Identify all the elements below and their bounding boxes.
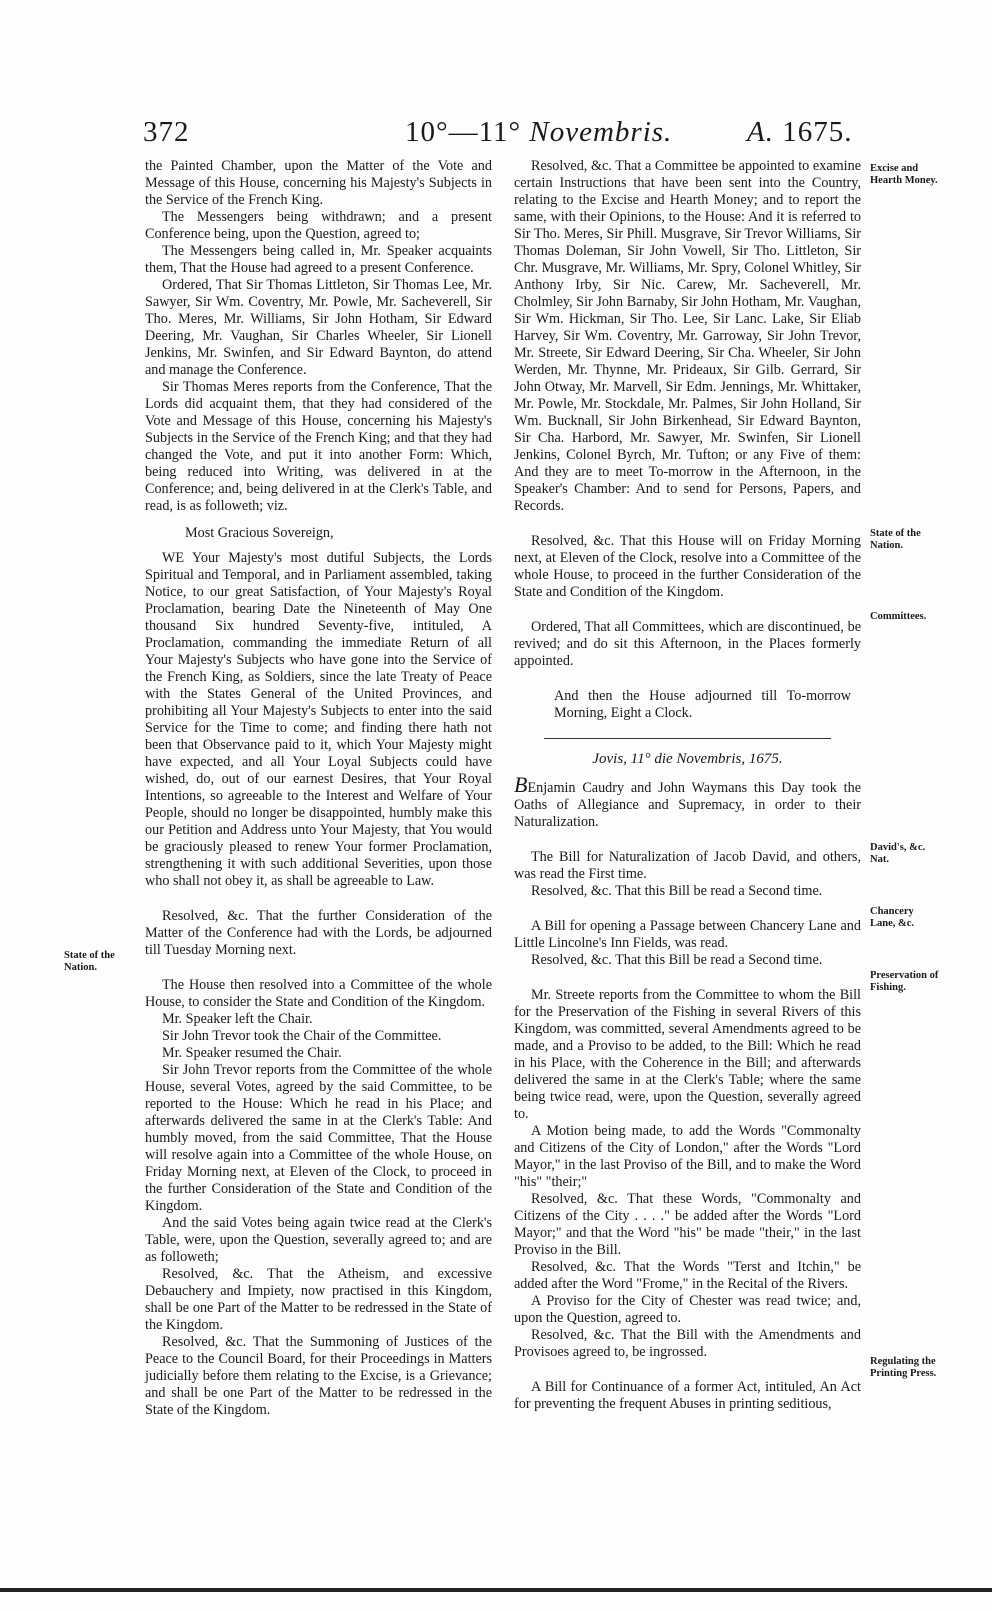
left-paragraph: Sir John Trevor took the Chair of the Committee. bbox=[162, 1028, 442, 1044]
date-month: Novembris. bbox=[529, 116, 673, 148]
address-text: WE Your Majesty's most dutiful Subjects, the Lords Spiritual and Temporal, and in Parliament assembled, taking Notice, to our great Satisfaction, of Your Majesty's Royal Proclamation, bearing Date the Nineteenth of May One thousand Six hundred Seventy-five, intituled, A Proclamation, commanding the immediate Return of all Your Majesty's Subjects who have gone into the Service of the French King, as Soldiers, since the late Treaty of Peace with the States General of the United Provinces, and prohibiting all Your Majesty's Subjects to enter into the said Service for the Time to come; and finding there hath not been that Observance paid to it, which Your Majesty might have expected, and all Your Loyal Subjects could have wished, do, out of our earnest Desires, that Your Royal Intentions, so agreeable to the Interest and Welfare of Your People, should no longer be disappointed, humbly make this our Petition and Address unto Your Majesty, that You would be graciously pleased to renew Your former Proclamation, strengthening it with such additional Severities, upon those who shall not obey it, as shall be agreeable to Law. bbox=[145, 550, 492, 889]
left-paragraph: The House then resolved into a Committee of the whole House, to consider the State and Condition of the Kingdom. bbox=[145, 977, 492, 1010]
margin-note-excise: Excise and Hearth Money. bbox=[870, 163, 938, 186]
page-header bbox=[0, 116, 992, 156]
right-paragraph: Resolved, &c. That this Bill be read a Second time. bbox=[531, 952, 823, 968]
section-divider bbox=[544, 738, 831, 739]
year-prefix: A. bbox=[747, 116, 774, 148]
left-paragraph: Sir Thomas Meres reports from the Conference, That the Lords did acquaint them, that they had considered of the Vote and Message of this House, concerning his Majesty's Subjects in the Service of the French King; and that they had changed the Vote, and put it into another Form: Which, being reduced into Writing, was delivered in at the Conference; and, being delivered in at the Clerk's Table, and read, is as followeth; viz. bbox=[145, 379, 492, 514]
right-paragraph: A Bill for opening a Passage between Chancery Lane and Little Lincolne's Inn Fields, was read. bbox=[514, 918, 861, 951]
page-year bbox=[747, 116, 852, 149]
margin-note-printing: Regulating the Printing Press. bbox=[870, 1356, 937, 1379]
left-paragraph: The Messengers being withdrawn; and a present Conference being, upon the Question, agreed to; bbox=[145, 209, 492, 242]
right-paragraph: Resolved, &c. That the Bill with the Amendments and Provisoes agreed to, be ingrossed. bbox=[514, 1327, 861, 1360]
drop-cap: B bbox=[514, 772, 528, 797]
left-paragraph: Mr. Speaker left the Chair. bbox=[162, 1011, 313, 1027]
right-paragraph: Resolved, &c. That this House will on Friday Morning next, at Eleven of the Clock, resolve into a Committee of the whole House, to proceed in the further Consideration of the State and Condition of the Kingdom. bbox=[514, 533, 861, 600]
left-paragraph: Resolved, &c. That the further Consideration of the Matter of the Conference had with the Lords, be adjourned till Tuesday Morning next. bbox=[145, 908, 492, 958]
right-paragraph: Resolved, &c. That these Words, "Commonalty and Citizens of the City . . . ." be added after the Words "Lord Mayor;" and that the Word "his" be made "their," in the last Proviso in the Bill. bbox=[514, 1191, 861, 1258]
page-date bbox=[405, 116, 672, 149]
page-bottom-edge bbox=[0, 1588, 992, 1592]
margin-note-chancery: Chancery Lane, &c. bbox=[870, 906, 915, 929]
right-paragraph: Mr. Streete reports from the Committee to whom the Bill for the Preservation of the Fishing in several Rivers of this Kingdom, was committed, several Amendments agreed to be made, and a Proviso to be added, to the Bill: Which he read in his Place, with the Coherence in the Bill; and afterwards delivered the same in at the Clerk's Table; where the same being twice read, were, upon the Question, severally agreed to. bbox=[514, 987, 861, 1122]
left-paragraph: Resolved, &c. That the Atheism, and excessive Debauchery and Impiety, now practised in this Kingdom, shall be one Part of the Matter to be redressed in the State of the Kingdom. bbox=[145, 1266, 492, 1333]
left-paragraph: the Painted Chamber, upon the Matter of the Vote and Message of this House, concerning his Majesty's Subjects in the Service of the French King. bbox=[145, 158, 492, 208]
right-paragraph: Ordered, That all Committees, which are discontinued, be revived; and do sit this Afternoon, in the Places formerly appointed. bbox=[514, 619, 861, 669]
right-paragraph: The Bill for Naturalization of Jacob David, and others, was read the First time. bbox=[514, 849, 861, 882]
left-column bbox=[145, 158, 492, 1419]
salutation: Most Gracious Sovereign, bbox=[185, 525, 334, 541]
date-numerals: 10°—11° bbox=[405, 116, 522, 148]
margin-note-state-nation: State of the Nation. bbox=[870, 528, 921, 551]
margin-note-committees: Committees. bbox=[870, 611, 927, 622]
day-heading: Jovis, 11° die Novembris, 1675. bbox=[592, 751, 783, 767]
paragraph-text: Enjamin Caudry and John Waymans this Day took the Oaths of Allegiance and Supremacy, in order to their Naturalization. bbox=[514, 780, 861, 830]
right-paragraph: A Bill for Continuance of a former Act, intituled, An Act for preventing the frequent Abuses in printing seditious, bbox=[514, 1379, 861, 1412]
left-paragraph: And the said Votes being again twice read at the Clerk's Table, were, upon the Question, severally agreed to; and are as followeth; bbox=[145, 1215, 492, 1265]
right-paragraph: A Proviso for the City of Chester was read twice; and, upon the Question, agreed to. bbox=[514, 1293, 861, 1326]
margin-note-state-nation: State of the Nation. bbox=[64, 950, 115, 973]
right-paragraph: A Motion being made, to add the Words "Commonalty and Citizens of the City of London," after the Words "Lord Mayor," in the last Proviso of the Bill, and to make the Word "his" "their;" bbox=[514, 1123, 861, 1190]
left-paragraph: Ordered, That Sir Thomas Littleton, Sir Thomas Lee, Mr. Sawyer, Sir Wm. Coventry, Mr. Powle, Mr. Sacheverell, Sir Tho. Meres, Mr. Williams, Sir John Hotham, Sir Edward Deering, Mr. Vaughan, Sir Charles Wheeler, Sir Lionell Jenkins, Mr. Swinfen, and Sir Edward Baynton, do attend and manage the Conference. bbox=[145, 277, 492, 378]
margin-note-davids: David's, &c. Nat. bbox=[870, 842, 926, 865]
adjournment-note: And then the House adjourned till To-morrow Morning, Eight a Clock. bbox=[554, 688, 851, 721]
margin-note-fishing: Preservation of Fishing. bbox=[870, 970, 939, 993]
year-value: 1675. bbox=[782, 116, 853, 148]
page-number: 372 bbox=[143, 116, 190, 148]
right-column bbox=[514, 158, 861, 1413]
left-paragraph: The Messengers being called in, Mr. Speaker acquaints them, That the House had agreed to a present Conference. bbox=[145, 243, 492, 276]
left-paragraph: Resolved, &c. That the Summoning of Justices of the Peace to the Council Board, for their Proceedings in Matters judicially before them relating to the Excise, is a Grievance; and shall be one Part of the Matter to be redressed in the State of the Kingdom. bbox=[145, 1334, 492, 1418]
right-paragraph: Resolved, &c. That a Committee be appointed to examine certain Instructions that have been sent into the Country, relating to the Excise and Hearth Money; and to report the same, with their Opinions, to the House: And it is referred to Sir Tho. Meres, Sir Phill. Musgrave, Sir Trevor Williams, Sir Thomas Doleman, Sir John Vowell, Sir Tho. Littleton, Sir Chr. Musgrave, Mr. Williams, Mr. Spry, Colonel Whitley, Sir Anthony Irby, Sir Nic. Carew, Mr. Sacheverell, Mr. Cholmley, Sir John Barnaby, Sir John Hotham, Mr. Vaughan, Sir Wm. Hickman, Sir Tho. Lee, Sir Lanc. Lake, Sir Eliab Harvey, Sir Wm. Coventry, Mr. Garroway, Sir John Trevor, Mr. Streete, Sir Edward Deering, Sir Cha. Wheeler, Sir John Werden, Mr. Thynne, Mr. Prideaux, Sir Gilb. Gerrard, Sir John Otway, Mr. Marvell, Sir Edm. Jennings, Mr. Whittaker, Mr. Powle, Mr. Stockdale, Mr. Palmes, Sir John Holland, Sir Wm. Bucknall, Sir John Birkenhead, Sir Edward Baynton, Sir Cha. Harbord, Mr. Sawyer, Mr. Swinfen, Sir Lionell Jenkins, Colonel Byrch, Mr. Tufton; or any Five of them: And they are to meet To-morrow in the Afternoon, in the Speaker's Chamber: And to send for Persons, Papers, and Records. bbox=[514, 158, 861, 514]
right-paragraph: Resolved, &c. That the Words "Terst and Itchin," be added after the Word "Frome," in the Recital of the Rivers. bbox=[514, 1259, 861, 1292]
left-paragraph: Mr. Speaker resumed the Chair. bbox=[162, 1045, 342, 1061]
right-paragraph: Resolved, &c. That this Bill be read a Second time. bbox=[531, 883, 823, 899]
right-paragraph bbox=[514, 772, 861, 831]
left-paragraph: Sir John Trevor reports from the Committee of the whole House, several Votes, agreed by the said Committee, to be reported to the House: Which he read in his Place; and afterwards delivered the same in at the Clerk's Table: And humbly moved, from the said Committee, That the House will resolve again into a Committee of the whole House, on Friday Morning next, at Eleven of the Clock, to proceed in the further Consideration of the State and Condition of the Kingdom. bbox=[145, 1062, 492, 1214]
